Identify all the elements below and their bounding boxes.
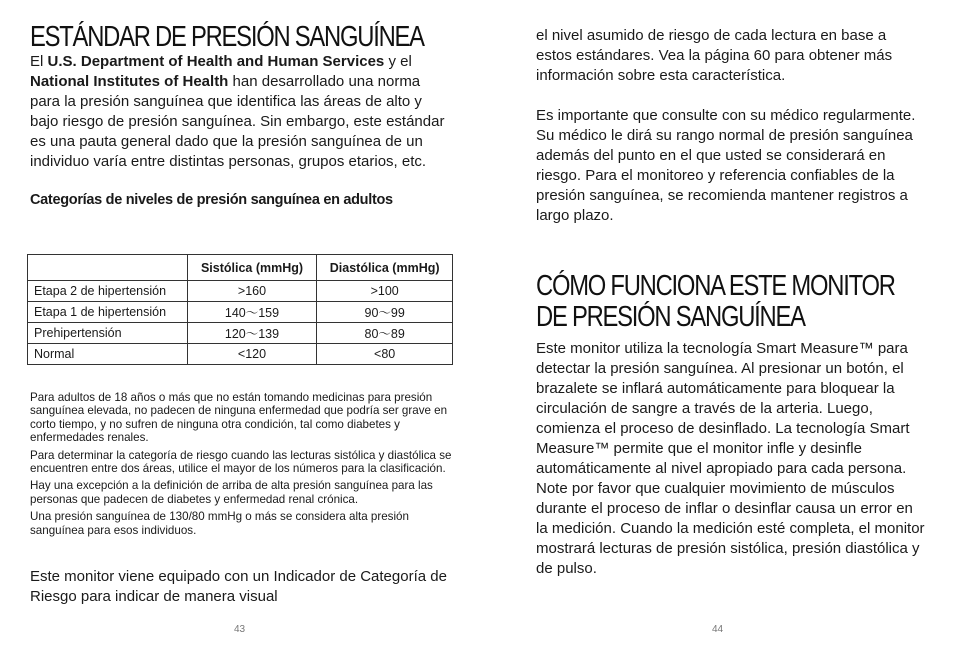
table-row — [28, 323, 453, 344]
footnote: Hay una excepción a la definición de arriba de alta presión sanguínea para las personas que padecen de diabetes y enfermedad renal crónica. — [30, 479, 433, 506]
right-page-title — [536, 271, 930, 333]
row-diastolic: 90～99 — [317, 302, 453, 323]
table-row — [28, 302, 453, 323]
left-page — [30, 22, 454, 211]
row-systolic: 120～139 — [187, 323, 317, 344]
row-systolic: <120 — [187, 344, 317, 365]
intro-bold-2: National Institutes of Health — [30, 73, 229, 90]
row-label: Etapa 1 de hipertensión — [28, 302, 188, 323]
row-systolic: 140～159 — [187, 302, 317, 323]
page-number-left: 43 — [234, 624, 246, 635]
table-header-diastolic: Diastólica (mmHg) — [317, 255, 453, 281]
right-paragraph-2: Es importante que consulte con su médico regularmente. Su médico le dirá su rango normal de presión sanguínea además del punto en el que usted se considerará en riesgo. Para el monitoreo y referencia confiables de la presión sanguínea, se recomienda mantener registros a largo plazo. — [536, 107, 916, 224]
table-heading: Categorías de niveles de presión sanguínea en adultos — [30, 192, 393, 208]
footnote: Para determinar la categoría de riesgo cuando las lecturas sistólica y diastólica se encuentren entre dos áreas, utilice el mayor de los números para la clasificación. — [30, 448, 452, 476]
bp-category-table — [27, 254, 453, 365]
footnote: Para adultos de 18 años o más que no están tomando medicinas para presión sanguínea elevada, no padecen de ninguna enfermedad que podría ser grave en corto tiempo, y no sufren de ninguna otra condición, tal como diabetes y enfermedades renales. — [30, 391, 448, 445]
table-row — [28, 281, 453, 302]
intro-text-2: y el — [384, 53, 412, 70]
row-label: Prehipertensión — [28, 323, 188, 344]
left-closing-paragraph: Este monitor viene equipado con un Indicador de Categoría de Riesgo para indicar de manera visual — [30, 568, 447, 605]
row-label: Normal — [28, 344, 188, 365]
footnotes — [30, 391, 456, 541]
table-header-row — [28, 255, 453, 281]
intro-paragraph — [30, 52, 454, 172]
row-diastolic: >100 — [317, 281, 453, 302]
right-title-line-2: DE PRESIÓN SANGUÍNEA — [536, 301, 805, 333]
row-diastolic: <80 — [317, 344, 453, 365]
intro-bold-1: U.S. Department of Health and Human Services — [47, 53, 385, 70]
table-header-empty — [28, 255, 188, 281]
intro-text-1: El — [30, 53, 48, 70]
right-title-line-1: CÓMO FUNCIONA ESTE MONITOR — [536, 270, 895, 302]
table-header-systolic: Sistólica (mmHg) — [187, 255, 317, 281]
page-number-right: 44 — [712, 624, 724, 635]
row-label: Etapa 2 de hipertensión — [28, 281, 188, 302]
right-paragraph-1: el nivel asumido de riesgo de cada lectura en base a estos estándares. Vea la página 60 para obtener más información sobre esta característica. — [536, 27, 893, 84]
row-diastolic: 80～89 — [317, 323, 453, 344]
row-systolic: >160 — [187, 281, 317, 302]
footnote: Una presión sanguínea de 130/80 mmHg o más se considera alta presión sanguínea para esos individuos. — [30, 510, 409, 537]
right-paragraph-3: Este monitor utiliza la tecnología Smart Measure™ para detectar la presión sanguínea. Al presionar un botón, el brazalete se inflará automáticamente para bloquear la circulación de sangre a través de la arteria. Luego, comienza el proceso de desinflado. La tecnología Smart Measure™ permite que el monitor infle y desinfle automáticamente al nivel apropiado para cada persona. Note por favor que cualquier movimiento de músculos durante el proceso de inflar o desinflar causa un error en la medición. Cuando la medición esté completa, el monitor mostrará lecturas de presión sistólica, presión diastólica y de pulso. — [536, 340, 925, 577]
right-page — [536, 26, 926, 579]
intro-text-3: han desarrollado una norma para la presión sanguínea que identifica las áreas de alto y bajo riesgo de presión sanguínea. Sin embargo, este estándar es una pauta general dado que la presión sanguínea de un individuo varía entre distintas personas, grupos etarios, etc. — [30, 73, 445, 170]
table-row — [28, 344, 453, 365]
left-page-title: ESTÁNDAR DE PRESIÓN SANGUÍNEA — [30, 21, 424, 53]
